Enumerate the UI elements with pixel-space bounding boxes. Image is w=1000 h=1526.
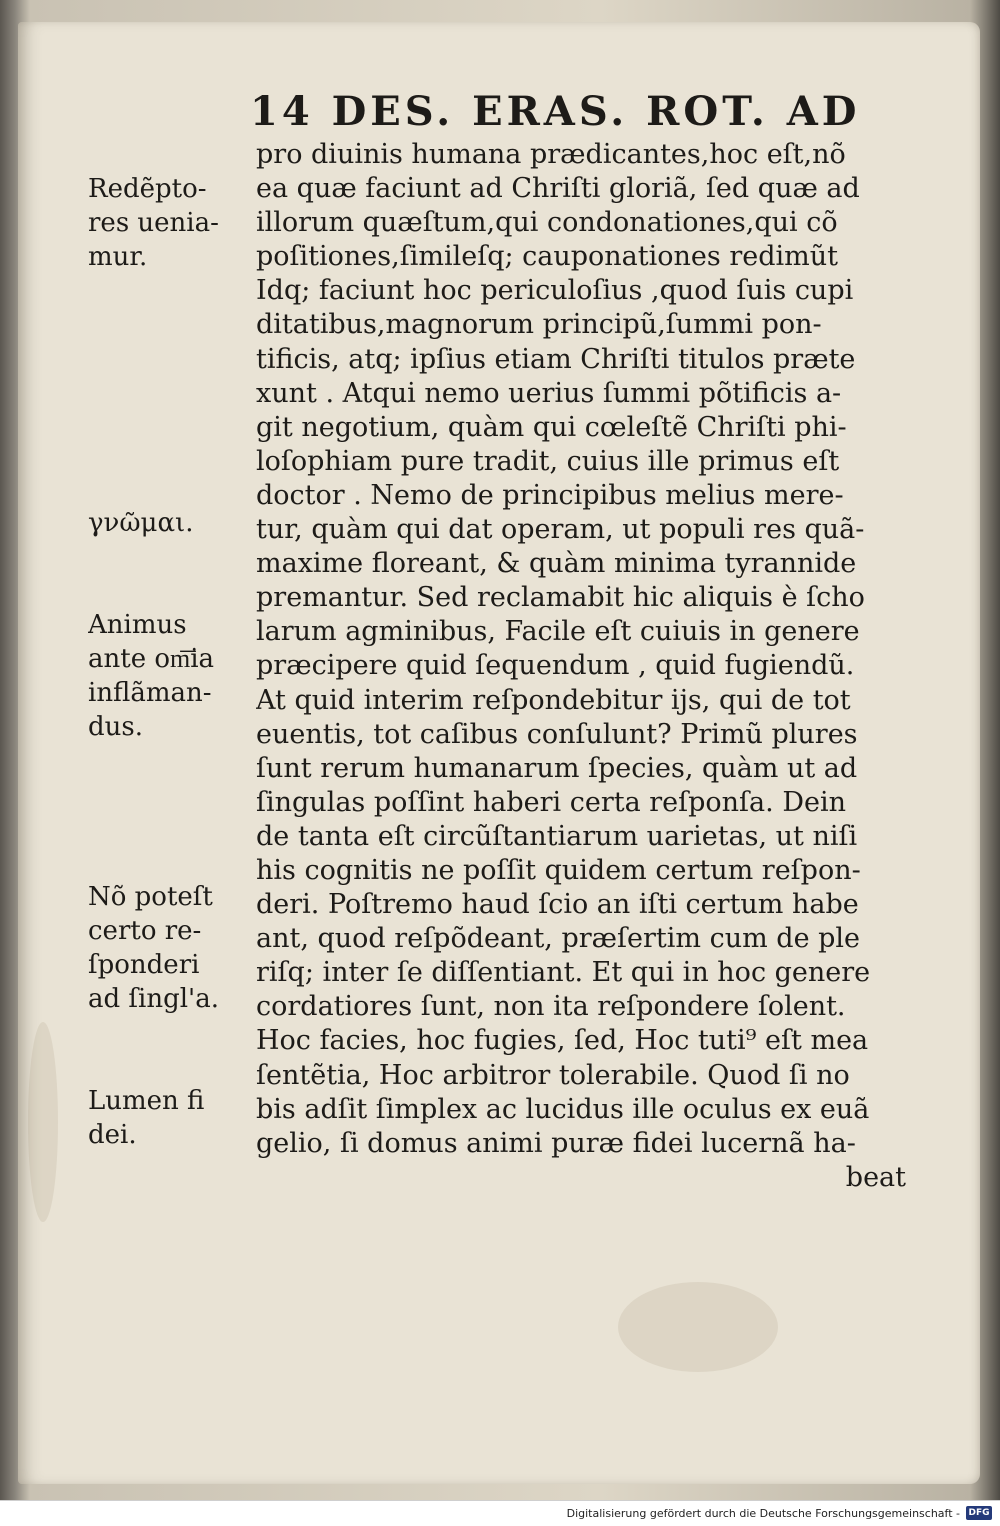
running-header: 14 DES. ERAS. ROT. AD bbox=[250, 88, 861, 135]
body-line: ſunt rerum humanarum ſpecies, quàm ut ad bbox=[256, 752, 858, 784]
body-line: ant, quod reſpõdeant, præſertim cum de ple bbox=[256, 923, 861, 955]
body-line: ſentẽtia, Hoc arbitror tolerabile. Quod ſi no bbox=[256, 1059, 850, 1091]
body-line: maxime floreant, & quàm minima tyrannide bbox=[256, 548, 857, 580]
body-line: ditatibus,magnorum principũ,ſummi pon- bbox=[256, 309, 822, 341]
body-line: poſitiones,ſimileſq; cauponationes redimũt bbox=[256, 241, 838, 273]
body-line: deri. Poſtremo haud ſcio an iſti certum habe bbox=[256, 889, 859, 921]
marginal-line: Nõ poteſt bbox=[88, 882, 213, 912]
body-line: de tanta eſt circũſtantiarum uarietas, ut niſi bbox=[256, 820, 858, 852]
body-text bbox=[256, 138, 906, 1195]
marginal-line: certo re- bbox=[88, 916, 202, 947]
body-line: premantur. Sed reclamabit hic aliquis è ſcho bbox=[256, 582, 865, 614]
body-line: cordatiores ſunt, non ita reſpondere ſolent. bbox=[256, 991, 846, 1023]
marginal-note-animus bbox=[88, 608, 248, 744]
marginal-line: ſponderi bbox=[88, 950, 200, 981]
paper-stain bbox=[618, 1282, 778, 1372]
body-line: larum agminibus, Facile eſt cuiuis in genere bbox=[256, 616, 860, 648]
marginal-line: Redẽpto- bbox=[88, 174, 207, 204]
body-line: ea quæ faciunt ad Chriſti gloriã, ſed quæ ad bbox=[256, 173, 860, 205]
marginal-line: Animus bbox=[88, 610, 187, 640]
body-line: Idq; faciunt hoc periculoſius ,quod ſuis cupi bbox=[256, 275, 854, 307]
marginal-line: ad ſingl'a. bbox=[88, 984, 219, 1015]
body-line: his cognitis ne poſſit quidem certum reſpon- bbox=[256, 854, 861, 886]
footer-bar bbox=[0, 1500, 1000, 1526]
body-line: git negotium, quàm qui cœleſtẽ Chriſti phi- bbox=[256, 411, 847, 443]
body-line: xunt . Atqui nemo uerius ſummi põtificis a- bbox=[256, 377, 842, 409]
body-line: pro diuinis humana prædicantes,hoc eſt,nõ bbox=[256, 139, 846, 170]
marginal-note-gnomai bbox=[88, 506, 248, 540]
marginal-note-lumen-fidei bbox=[88, 1084, 248, 1152]
body-line: euentis, tot caſibus conſulunt? Primũ plures bbox=[256, 718, 858, 750]
marginal-line: dus. bbox=[88, 712, 143, 743]
marginal-line: mur. bbox=[88, 242, 148, 273]
marginal-note-redemptores bbox=[88, 172, 248, 274]
body-line: gelio, ſi domus animi puræ fidei lucernã ha- bbox=[256, 1127, 856, 1159]
body-line: ſingulas poſſint haberi certa reſponſa. Dein bbox=[256, 786, 846, 818]
body-line: riſq; inter ſe diſſentiant. Et qui in hoc genere bbox=[256, 957, 871, 989]
body-line: tur, quàm qui dat operam, ut populi res quã- bbox=[256, 514, 865, 546]
marginal-line: res uenia- bbox=[88, 208, 219, 239]
body-line: At quid interim reſpondebitur ijs, qui de tot bbox=[256, 684, 851, 716]
catchword: beat bbox=[845, 1161, 906, 1193]
marginal-line: inflãman- bbox=[88, 678, 212, 709]
marginal-line: Lumen fi bbox=[88, 1086, 205, 1116]
body-line: præcipere quid ſequendum , quid fugiendũ. bbox=[256, 650, 855, 682]
body-line: Hoc facies, hoc fugies, ſed, Hoc tuti⁹ eſt mea bbox=[256, 1025, 869, 1057]
paper-stain bbox=[28, 1022, 58, 1222]
funding-credit: Digitalisierung gefördert durch die Deutsche Forschungsgemeinschaft - bbox=[566, 1507, 960, 1520]
marginal-note-non-potest bbox=[88, 880, 248, 1016]
body-line: bis adſit ſimplex ac lucidus ille oculus ex euã bbox=[256, 1093, 870, 1125]
marginal-line: γνῶμαι. bbox=[88, 508, 194, 538]
body-line: illorum quæſtum,qui condonationes,qui cõ bbox=[256, 207, 838, 239]
marginal-line: ante om͞ia bbox=[88, 644, 215, 675]
body-line: doctor . Nemo de principibus melius mere- bbox=[256, 479, 844, 511]
body-line: loſophiam pure tradit, cuius ille primus eſt bbox=[256, 445, 840, 477]
dfg-logo-icon: DFG bbox=[966, 1506, 992, 1520]
body-line: tificis, atq; ipſius etiam Chriſti titulos præte bbox=[256, 343, 856, 375]
marginal-line: dei. bbox=[88, 1120, 137, 1151]
